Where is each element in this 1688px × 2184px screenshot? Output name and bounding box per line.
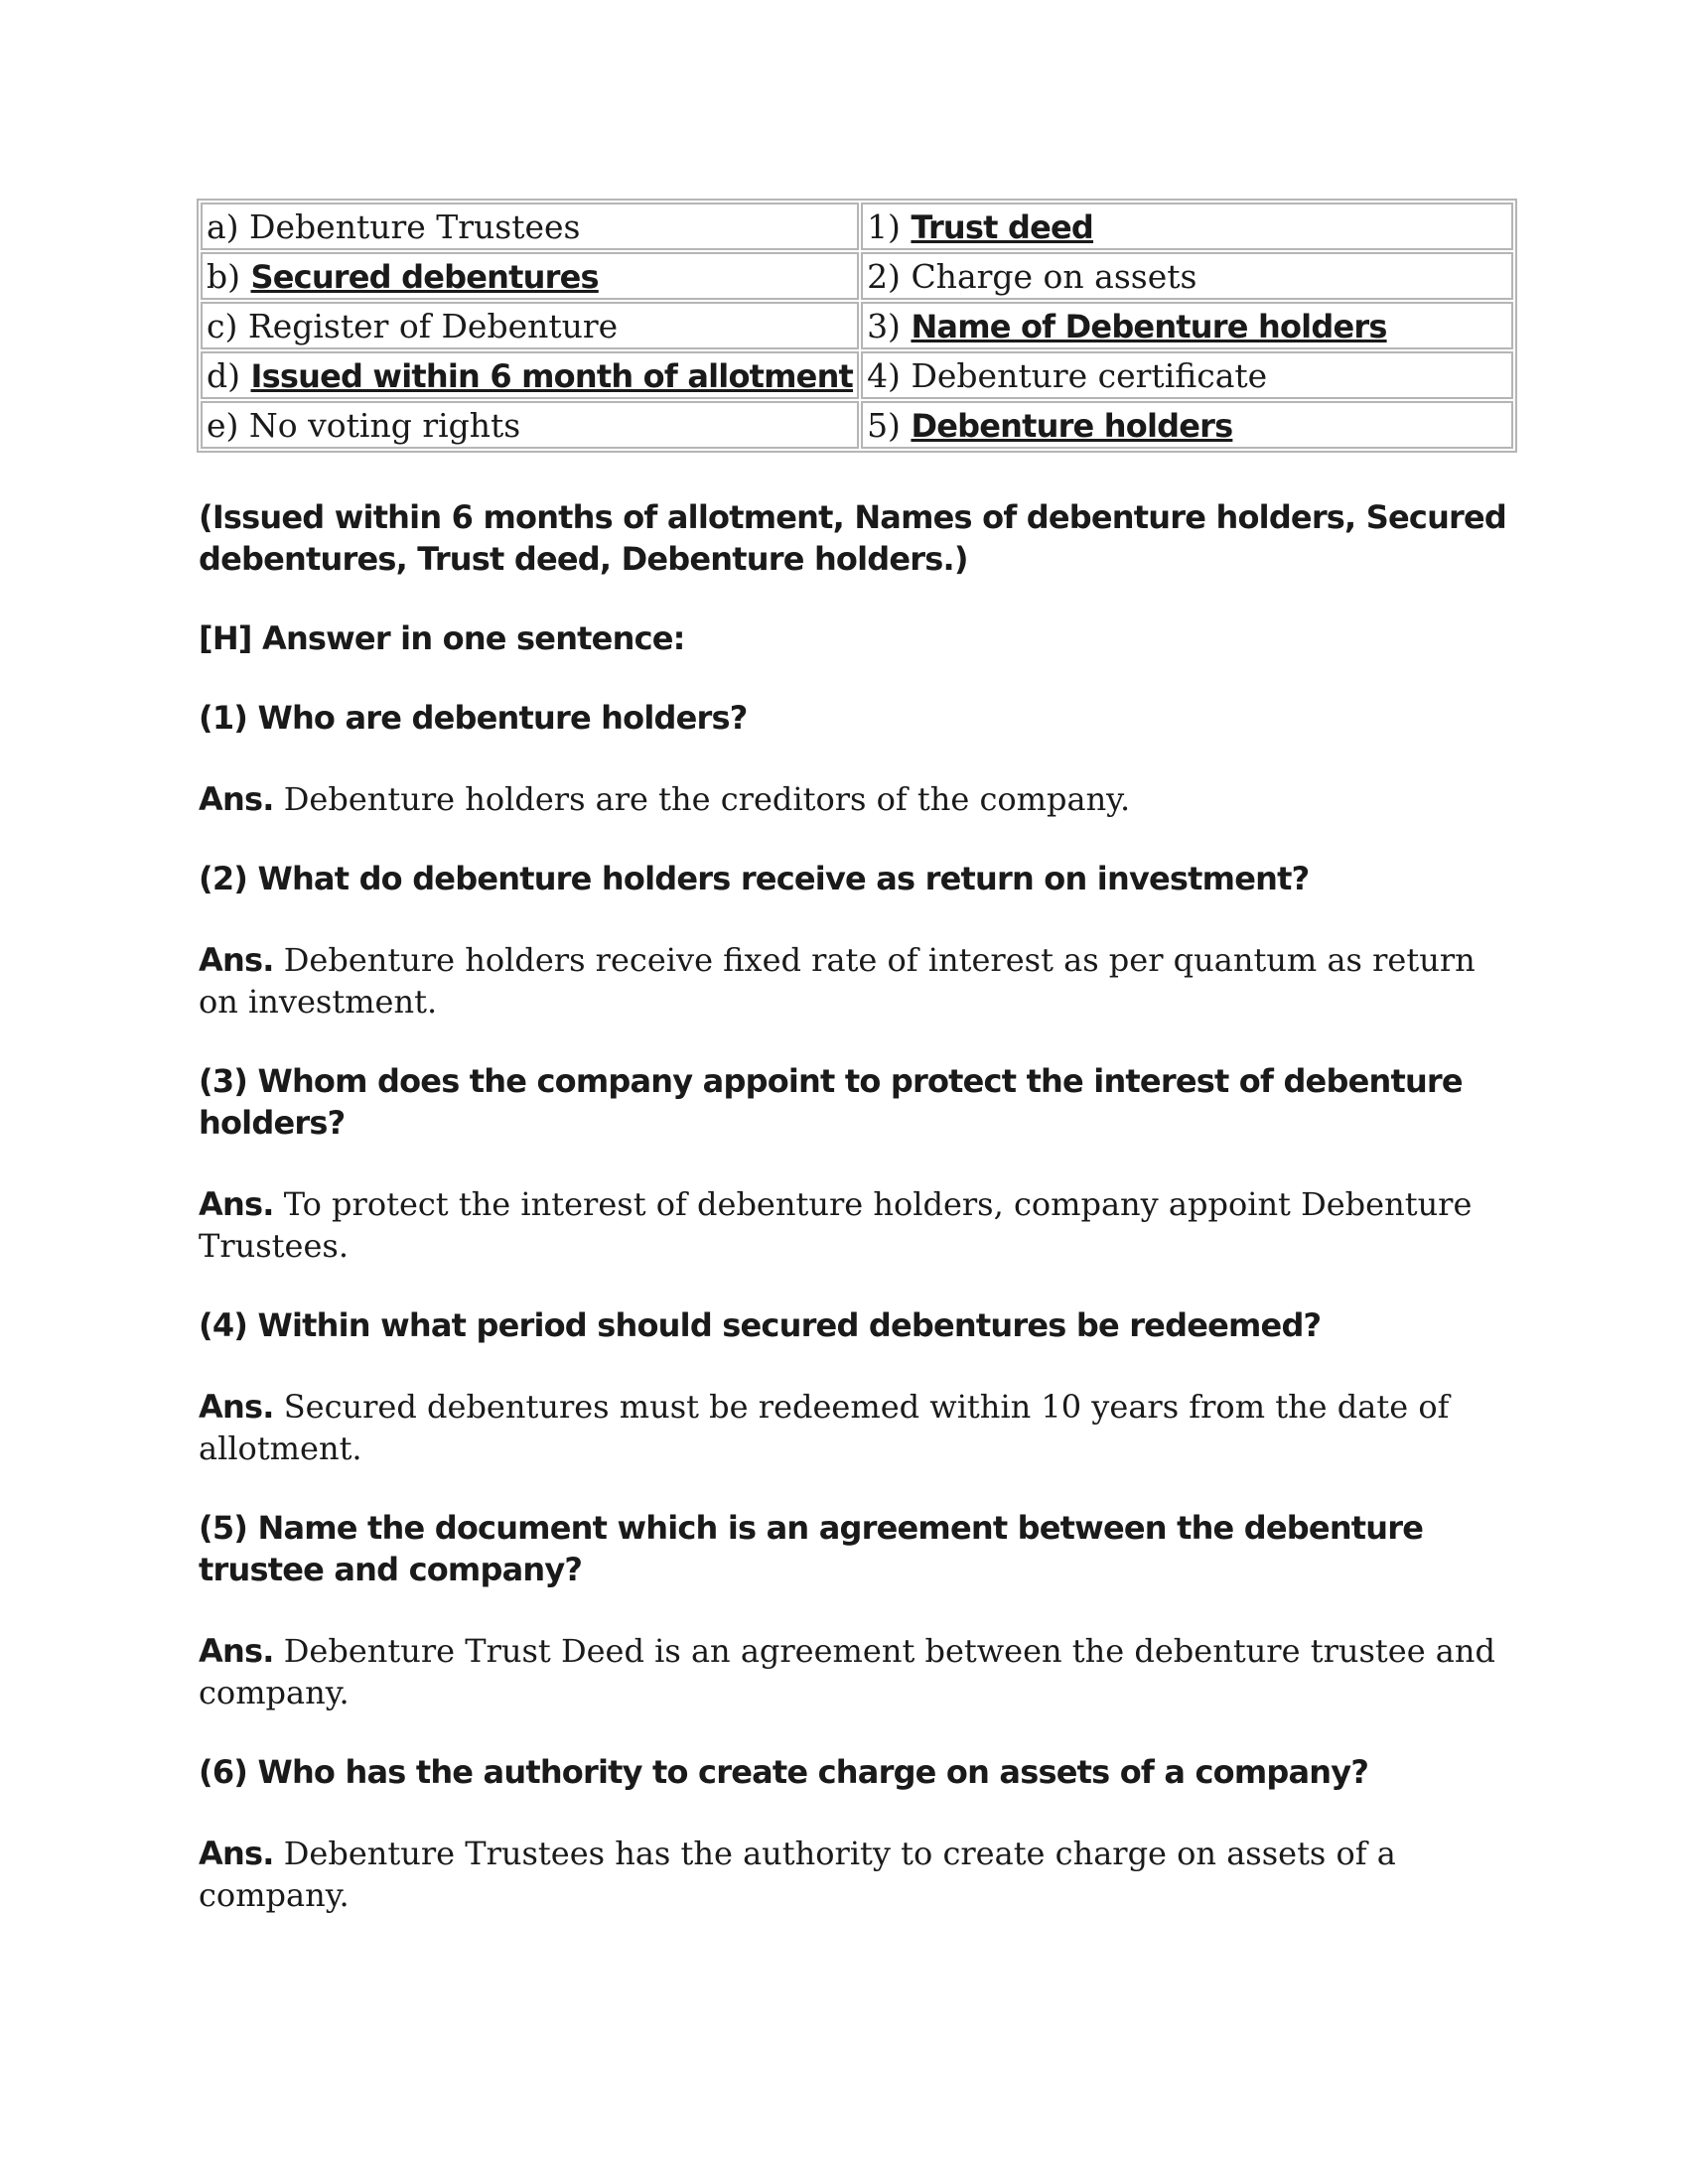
answer bbox=[199, 1630, 1519, 1713]
answer bbox=[199, 1833, 1519, 1916]
cell-prefix: 1) bbox=[867, 206, 912, 246]
answer bbox=[199, 939, 1519, 1023]
right-cell bbox=[861, 351, 1513, 399]
cell-answer-text: Name of Debenture holders bbox=[911, 307, 1387, 345]
qa-item bbox=[199, 1751, 1519, 1916]
right-cell bbox=[861, 252, 1513, 300]
answer-label: Ans. bbox=[199, 941, 274, 979]
question: (5) Name the document which is an agreement between the debenture trustee and company? bbox=[199, 1509, 1424, 1588]
right-cell bbox=[861, 203, 1513, 250]
answer-label: Ans. bbox=[199, 1632, 274, 1670]
word-bank: (Issued within 6 months of allotment, Names of debenture holders, Secured debentures, Trust deed, Debenture holders.) bbox=[199, 498, 1507, 578]
left-cell bbox=[201, 302, 859, 349]
answer-label: Ans. bbox=[199, 1388, 274, 1426]
answer-label: Ans. bbox=[199, 1185, 274, 1223]
match-table bbox=[197, 199, 1517, 453]
left-cell bbox=[201, 401, 859, 449]
cell-text: Register of Debenture bbox=[247, 306, 619, 345]
question: (1) Who are debenture holders? bbox=[199, 699, 748, 737]
cell-prefix: e) bbox=[207, 405, 249, 445]
answer-text: Debenture Trust Deed is an agreement between the debenture trustee and company. bbox=[199, 1632, 1495, 1711]
cell-answer-text: Issued within 6 month of allotment bbox=[250, 356, 854, 395]
cell-prefix: 4) bbox=[867, 355, 912, 395]
answer-text: Debenture holders receive fixed rate of interest as per quantum as return on investment. bbox=[199, 941, 1476, 1021]
left-cell bbox=[201, 351, 859, 399]
answer bbox=[199, 1183, 1519, 1267]
answer-text: Secured debentures must be redeemed within 10 years from the date of allotment. bbox=[199, 1388, 1450, 1467]
cell-prefix: b) bbox=[207, 256, 251, 296]
question: (3) Whom does the company appoint to protect the interest of debenture holders? bbox=[199, 1062, 1463, 1142]
cell-answer-text: Debenture holders bbox=[911, 406, 1233, 445]
right-cell bbox=[861, 401, 1513, 449]
table-row bbox=[201, 302, 1513, 349]
right-cell bbox=[861, 302, 1513, 349]
answer bbox=[199, 778, 1519, 820]
cell-text: No voting rights bbox=[248, 405, 521, 445]
cell-prefix: a) bbox=[207, 206, 250, 246]
cell-prefix: c) bbox=[207, 306, 248, 345]
table-row bbox=[201, 401, 1513, 449]
question: (6) Who has the authority to create charge on assets of a company? bbox=[199, 1753, 1369, 1791]
cell-prefix: 2) bbox=[867, 256, 912, 296]
cell-text: Charge on assets bbox=[911, 256, 1197, 296]
answer-label: Ans. bbox=[199, 1835, 274, 1872]
cell-prefix: 5) bbox=[867, 405, 912, 445]
qa-item bbox=[199, 1060, 1519, 1267]
table-row bbox=[201, 252, 1513, 300]
answer-text: Debenture Trustees has the authority to create charge on assets of a company. bbox=[199, 1835, 1396, 1914]
table-row bbox=[201, 351, 1513, 399]
answer-text: Debenture holders are the creditors of the company. bbox=[283, 780, 1131, 818]
cell-text: Debenture Trustees bbox=[249, 206, 581, 246]
left-cell bbox=[201, 252, 859, 300]
question: (2) What do debenture holders receive as return on investment? bbox=[199, 860, 1310, 897]
question: (4) Within what period should secured debentures be redeemed? bbox=[199, 1306, 1322, 1344]
document-page bbox=[199, 199, 1519, 1916]
qa-item bbox=[199, 697, 1519, 820]
table-row bbox=[201, 203, 1513, 250]
cell-answer-text: Trust deed bbox=[911, 207, 1094, 246]
qa-item bbox=[199, 1304, 1519, 1469]
qa-item bbox=[199, 858, 1519, 1023]
qa-item bbox=[199, 1507, 1519, 1713]
cell-answer-text: Secured debentures bbox=[250, 257, 599, 296]
cell-text: Debenture certificate bbox=[911, 355, 1268, 395]
cell-prefix: d) bbox=[207, 355, 251, 395]
cell-prefix: 3) bbox=[867, 306, 912, 345]
answer bbox=[199, 1386, 1519, 1469]
answer-label: Ans. bbox=[199, 780, 274, 818]
left-cell bbox=[201, 203, 859, 250]
section-heading: [H] Answer in one sentence: bbox=[199, 619, 685, 657]
answer-text: To protect the interest of debenture holders, company appoint Debenture Trustees. bbox=[199, 1185, 1473, 1265]
